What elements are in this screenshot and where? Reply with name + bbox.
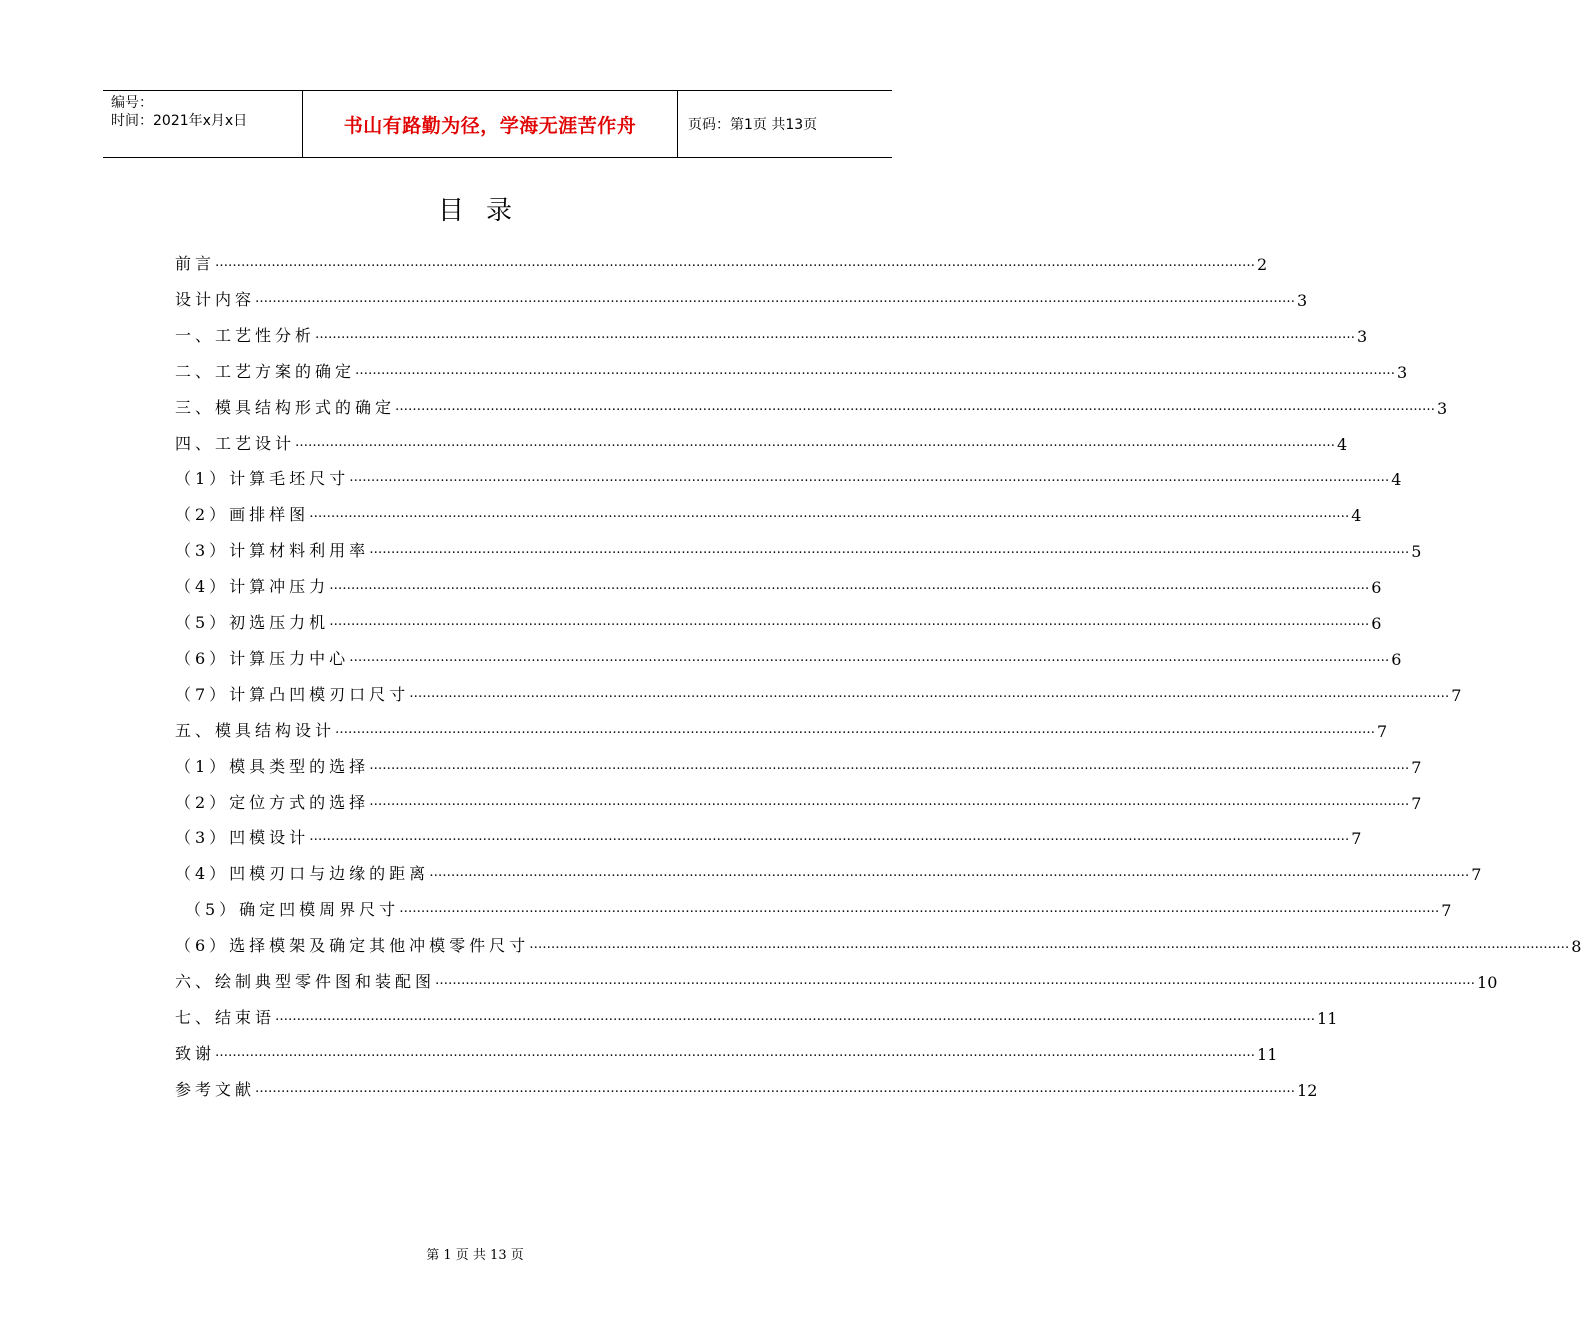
document-time-label: 时间：2021年x月x日: [111, 113, 248, 129]
toc-leader-dots: ……………………………………………………………………………………………………………………………………………………………………………………………………………………: [409, 685, 1450, 701]
toc-entry-page: 8: [1571, 937, 1581, 957]
toc-entry[interactable]: [175, 250, 1268, 274]
toc-entry-page: 3: [1397, 362, 1408, 382]
header-motto: 书山有路勤为径，学海无涯苦作舟: [303, 91, 678, 157]
toc-entry-page: 4: [1337, 434, 1348, 454]
toc-leader-dots: ……………………………………………………………………………………………………………………………………………………………………………………………………………………: [369, 542, 1410, 558]
toc-entry-label: （6）选择模架及确定其他冲模零件尺寸: [175, 936, 530, 956]
toc-entry[interactable]: [175, 394, 1448, 418]
toc-entry-label: （1）计算毛坯尺寸: [175, 469, 350, 489]
toc-entry-page: 3: [1297, 290, 1308, 310]
page-footer: 第 1 页 共 13 页: [426, 1248, 524, 1263]
toc-leader-dots: ……………………………………………………………………………………………………………………………………………………………………………………………………………………: [429, 865, 1470, 881]
toc-entry-page: 7: [1377, 721, 1388, 741]
toc-entry[interactable]: [175, 1076, 1318, 1100]
toc-leader-dots: ……………………………………………………………………………………………………………………………………………………………………………………………………………………: [215, 1044, 1256, 1060]
toc-leader-dots: ……………………………………………………………………………………………………………………………………………………………………………………………………………………: [329, 578, 1370, 594]
toc-leader-dots: ……………………………………………………………………………………………………………………………………………………………………………………………………………………: [399, 901, 1440, 917]
toc-entry[interactable]: [175, 717, 1388, 741]
toc-entry-label: （7）计算凸凹模刃口尺寸: [175, 684, 410, 704]
toc-entry[interactable]: [175, 860, 1482, 885]
toc-leader-dots: ……………………………………………………………………………………………………………………………………………………………………………………………………………………: [329, 614, 1370, 629]
toc-leader-dots: ……………………………………………………………………………………………………………………………………………………………………………………………………………………: [215, 255, 1256, 270]
toc-entry-label: 五、模具结构设计: [175, 720, 336, 740]
toc-entry-page: 7: [1451, 685, 1462, 705]
toc-entry-label: 设计内容: [175, 289, 256, 309]
toc-entry[interactable]: [175, 824, 1362, 849]
toc-entry-page: 5: [1411, 542, 1422, 562]
toc-leader-dots: ……………………………………………………………………………………………………………………………………………………………………………………………………………………: [335, 721, 1376, 737]
toc-entry-label: （2）定位方式的选择: [175, 792, 370, 812]
toc-entry-page: 12: [1297, 1080, 1318, 1100]
toc-leader-dots: ……………………………………………………………………………………………………………………………………………………………………………………………………………………: [435, 973, 1476, 988]
toc-entry-label: 参考文献: [175, 1079, 256, 1099]
toc-entry-label: （4）计算冲压力: [175, 577, 330, 597]
toc-entry-label: （5）初选压力机: [175, 613, 330, 632]
toc-entry[interactable]: [175, 609, 1382, 633]
toc-entry-label: 致谢: [175, 1043, 216, 1063]
toc-entry-page: 4: [1351, 506, 1362, 526]
document-number-label: 编号：: [111, 95, 153, 111]
toc-entry-page: 11: [1317, 1008, 1338, 1028]
toc-entry-label: 七、结束语: [175, 1007, 276, 1027]
toc-entry-label: （6）计算压力中心: [175, 648, 350, 668]
toc-entry-page: 7: [1411, 793, 1422, 813]
toc-entry-page: 6: [1391, 649, 1402, 669]
toc-leader-dots: ……………………………………………………………………………………………………………………………………………………………………………………………………………………: [369, 793, 1410, 809]
toc-entry[interactable]: [175, 286, 1308, 310]
toc-entry-label: （5）确定凹模周界尺寸: [185, 900, 400, 920]
toc-entry-page: 7: [1441, 901, 1452, 921]
toc-entry-page: 6: [1371, 578, 1382, 598]
toc-entry[interactable]: [175, 789, 1422, 813]
toc-leader-dots: ……………………………………………………………………………………………………………………………………………………………………………………………………………………: [349, 470, 1390, 486]
toc-entry[interactable]: [175, 358, 1408, 382]
toc-entry[interactable]: [175, 968, 1498, 992]
toc-entry[interactable]: [175, 645, 1402, 669]
toc-leader-dots: ……………………………………………………………………………………………………………………………………………………………………………………………………………………: [349, 649, 1390, 665]
toc-entry-page: 10: [1477, 973, 1498, 992]
toc-entry[interactable]: [175, 430, 1348, 454]
toc-leader-dots: ……………………………………………………………………………………………………………………………………………………………………………………………………………………: [315, 326, 1356, 342]
toc-entry-page: 11: [1257, 1044, 1278, 1064]
toc-entry[interactable]: [175, 1040, 1278, 1064]
toc-entry[interactable]: [175, 932, 1581, 957]
toc-leader-dots: ……………………………………………………………………………………………………………………………………………………………………………………………………………………: [255, 290, 1296, 306]
toc-entry-label: （4）凹模刃口与边缘的距离: [175, 864, 430, 884]
toc-entry-label: 一、工艺性分析: [175, 325, 316, 345]
toc-leader-dots: ……………………………………………………………………………………………………………………………………………………………………………………………………………………: [309, 506, 1350, 522]
toc-entry-label: （3）计算材料利用率: [175, 541, 370, 561]
toc-leader-dots: ……………………………………………………………………………………………………………………………………………………………………………………………………………………: [355, 362, 1396, 378]
header-meta: [103, 91, 303, 157]
page-header: [103, 90, 892, 158]
toc-entry-page: 3: [1437, 398, 1448, 418]
toc-entry-page: 2: [1257, 255, 1268, 274]
toc-entry-page: 7: [1411, 757, 1422, 777]
toc-leader-dots: ……………………………………………………………………………………………………………………………………………………………………………………………………………………: [395, 398, 1436, 414]
toc-entry-label: 四、工艺设计: [175, 433, 296, 453]
toc-entry[interactable]: [175, 501, 1362, 526]
toc-entry-page: 7: [1471, 865, 1482, 885]
toc-leader-dots: ……………………………………………………………………………………………………………………………………………………………………………………………………………………: [369, 757, 1410, 773]
toc-entry-label: （1）模具类型的选择: [175, 756, 370, 776]
toc-entry[interactable]: [175, 681, 1462, 705]
page-title: 目录: [437, 196, 534, 226]
toc-entry[interactable]: [175, 465, 1402, 490]
toc-entry[interactable]: [175, 537, 1422, 562]
toc-leader-dots: ……………………………………………………………………………………………………………………………………………………………………………………………………………………: [529, 937, 1570, 953]
toc-entry[interactable]: [175, 1004, 1338, 1028]
toc-entry[interactable]: [175, 573, 1382, 598]
toc-entry[interactable]: [175, 896, 1452, 921]
toc-leader-dots: ……………………………………………………………………………………………………………………………………………………………………………………………………………………: [295, 434, 1336, 450]
toc-entry-page: 6: [1371, 614, 1382, 633]
toc-leader-dots: ……………………………………………………………………………………………………………………………………………………………………………………………………………………: [309, 829, 1350, 845]
toc-leader-dots: ……………………………………………………………………………………………………………………………………………………………………………………………………………………: [255, 1080, 1296, 1096]
toc-entry-label: （3）凹模设计: [175, 828, 310, 848]
toc-entry-label: 二、工艺方案的确定: [175, 361, 356, 381]
toc-entry-label: （2）画排样图: [175, 505, 310, 525]
toc-entry-label: 前言: [175, 254, 216, 273]
toc-entry-page: 4: [1391, 470, 1402, 490]
toc-entry-label: 三、模具结构形式的确定: [175, 397, 396, 417]
toc-leader-dots: ……………………………………………………………………………………………………………………………………………………………………………………………………………………: [275, 1008, 1316, 1024]
toc-entry[interactable]: [175, 753, 1422, 777]
header-page-info: 页码：第1页 共13页: [688, 117, 818, 133]
toc-entry[interactable]: [175, 322, 1368, 346]
toc-entry-label: 六、绘制典型零件图和装配图: [175, 972, 436, 991]
toc-entry-page: 7: [1351, 829, 1362, 849]
toc-entry-page: 3: [1357, 326, 1368, 346]
